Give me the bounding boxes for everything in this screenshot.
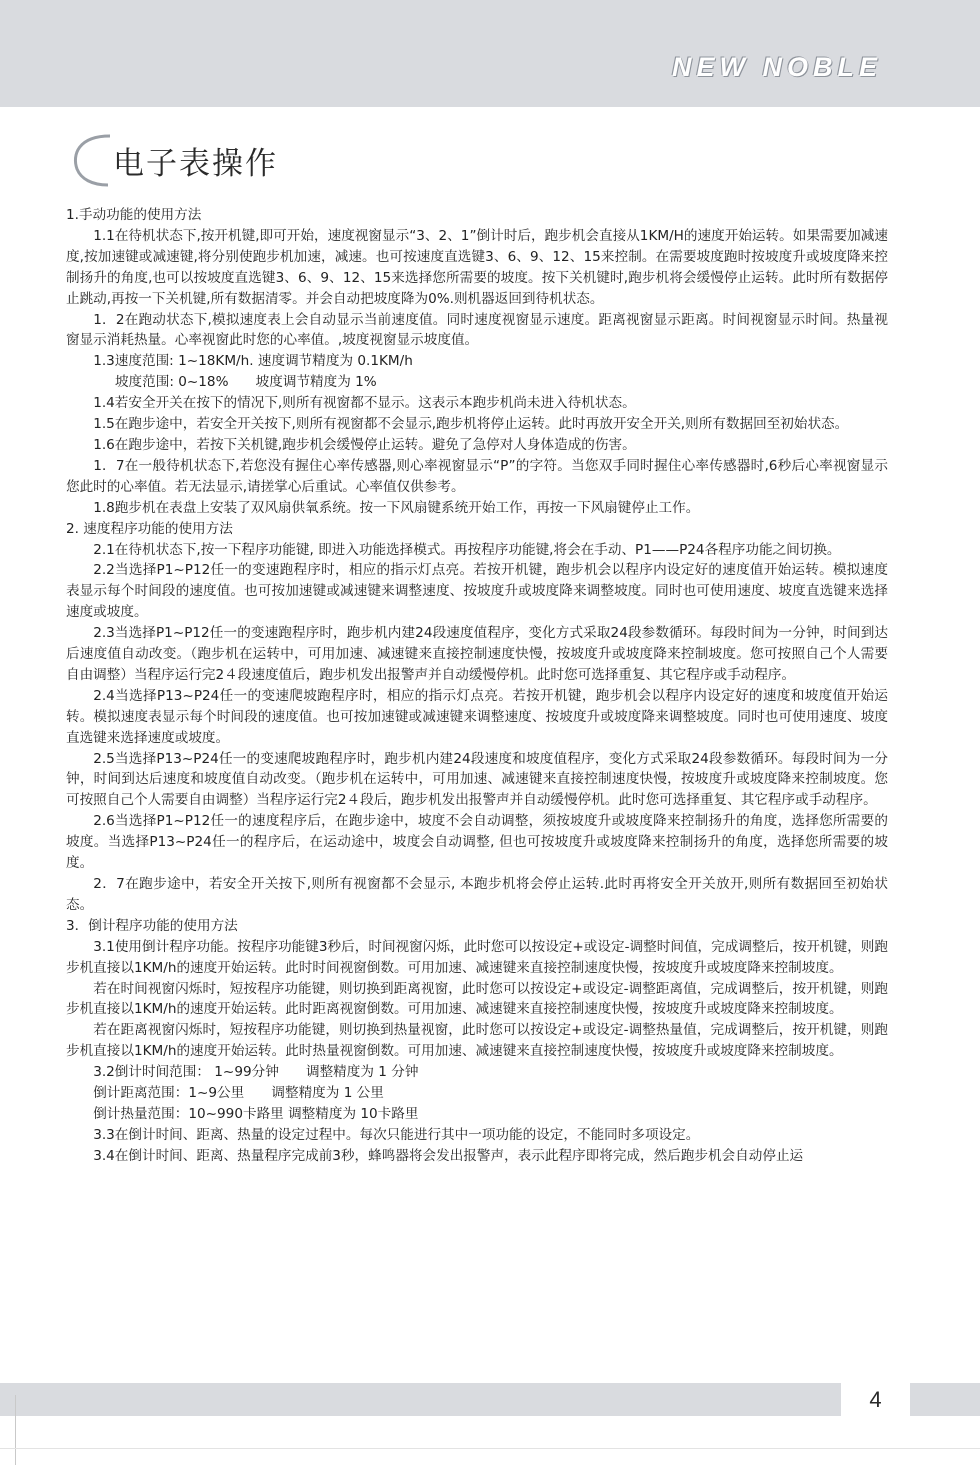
paragraph: 2．7在跑步途中，若安全开关按下,则所有视窗都不会显示, 本跑步机将会停止运转.此时再将安全开关放开,则所有数据回至初始状态。 xyxy=(66,876,888,913)
section-heading: 1.手动功能的使用方法 xyxy=(66,207,202,223)
section-heading: 3．倒计程序功能的使用方法 xyxy=(66,917,238,934)
paragraph: 倒计热量范围：10~990卡路里 调整精度为 10卡路里 xyxy=(93,1105,419,1122)
paragraph: 1.6在跑步途中，若按下关机键,跑步机会缓慢停止运转。避免了急停对人身体造成的伤害。 xyxy=(93,436,636,453)
page-title: 电子表操作 xyxy=(113,146,278,182)
section-heading: 2. 速度程序功能的使用方法 xyxy=(66,520,233,537)
paragraph: 若在时间视窗闪烁时，短按程序功能键，则切换到距离视窗，此时您可以按设定+或设定-调整距离值，完成调整后，按开机键，则跑步机直接以1KM/h的速度开始运转。此时距离视窗倒数。可用加速、减速键来直接控制速度快慢，按坡度升或坡度降来控制坡度。 xyxy=(66,980,888,1018)
paragraph: 2.6当选择P1~P12任一的速度程序后，在跑步途中，坡度不会自动调整，须按坡度升或坡度降来控制扬升的角度，选择您所需要的坡度。当选择P13~P24任一的程序后，在运动途中，坡度会自动调整, 但也可按坡度升或坡度降来控制扬升的角度，选择您所需要的坡度。 xyxy=(66,813,888,872)
paragraph: 若在距离视窗闪烁时，短按程序功能键，则切换到热量视窗，此时您可以按设定+或设定-调整热量值，完成调整后，按开机键，则跑步机直接以1KM/h的速度开始运转。此时热量视窗倒数。可用加速、减速键来直接控制速度快慢，按坡度升或坡度降来控制坡度。 xyxy=(66,1022,888,1060)
paragraph: 2.1在待机状态下,按一下程序功能键, 即进入功能选择模式。再按程序功能键,将会在手动、P1——P24各程序功能之间切换。 xyxy=(93,541,841,558)
paragraph: 1．7在一般待机状态下,若您没有握住心率传感器,则心率视窗显示“P”的字符。当您双手同时握住心率传感器时,6秒后心率视窗显示您此时的心率值。若无法显示,请搓掌心后重试。心率值仅供参考。 xyxy=(66,457,888,495)
paragraph: 1.1在待机状态下,按开机键,即可开始，速度视窗显示“3、2、1”倒计时后，跑步机会直接从1KM/H的速度开始运转。如果需要加减速度,按加速键或减速键,将分别使跑步机加速，减速。也可按速度直选键3、6、9、12、15来控制。在需要坡度跑时按坡度升或坡度降来控制扬升的角度,也可以按坡度直选键3、6、9、12、15来选择您所需要的坡度。按下关机键时,跑步机将会缓慢停止运转。此时所有数据停止跳动,再按一下关机键,所有数据清零。并会自动把坡度降为0%.则机器返回到待机状态。 xyxy=(66,227,888,307)
paragraph: 1.5在跑步途中，若安全开关按下,则所有视窗都不会显示,跑步机将停止运转。此时再放开安全开关,则所有数据回至初始状态。 xyxy=(93,416,849,433)
manual-content xyxy=(66,205,888,1167)
paragraph: 3.1使用倒计程序功能。按程序功能键3秒后，时间视窗闪烁，此时您可以按设定+或设定-调整时间值，完成调整后，按开机键，则跑步机直接以1KM/h的速度开始运转。此时时间视窗倒数。可用加速、减速键来直接控制速度快慢，按坡度升或坡度降来控制坡度。 xyxy=(66,938,888,976)
paragraph: 3.4在倒计时间、距离、热量程序完成前3秒，蜂鸣器将会发出报警声，表示此程序即将完成，然后跑步机会自动停止运 xyxy=(93,1147,804,1164)
paragraph: 3.3在倒计时间、距离、热量的设定过程中。每次只能进行其中一项功能的设定，不能同时多项设定。 xyxy=(93,1126,700,1143)
paragraph: 1.8跑步机在表盘上安装了双风扇供氧系统。按一下风扇键系统开始工作，再按一下风扇键停止工作。 xyxy=(93,499,700,516)
paragraph: 2.2当选择P1~P12任一的变速跑程序时，相应的指示灯点亮。若按开机键，跑步机会以程序内设定好的速度值开始运转。模拟速度表显示每个时间段的速度值。也可按加速键或减速键来调整速度、按坡度升或坡度降来调整坡度。同时也可使用速度、坡度直选键来选择速度或坡度。 xyxy=(66,562,888,621)
bottom-rule xyxy=(0,1448,980,1449)
paragraph: 2.3当选择P1~P12任一的变速跑程序时，跑步机内建24段速度值程序，变化方式采取24段参数循环。每段时间为一分钟，时间到达后速度值自动改变。（跑步机在运转中，可用加速、减速键来直接控制速度快慢，按坡度升或坡度降来控制坡度。您可按照自己个人需要自由调整）当程序运行完2４段速度值后，跑步机发出报警声并自动缓慢停机。此时您可选择重复、其它程序或手动程序。 xyxy=(66,625,888,683)
brand-logo: NEW NOBLE xyxy=(672,52,882,82)
paragraph: 2.5当选择P13~P24任一的变速爬坡跑程序时，跑步机内建24段速度和坡度值程序，变化方式采取24段参数循环。每段时间为一分钟，时间到达后速度和坡度值自动改变。（跑步机在运转中，可用加速、减速键来直接控制速度快慢，按坡度升或坡度降来控制坡度。您可按照自己个人需要自由调整）当程序运行完2４段后，跑步机发出报警声并自动缓慢停机。此时您可选择重复、其它程序或手动程序。 xyxy=(66,750,888,809)
paragraph: 坡度范围: 0~18% 坡度调节精度为 1% xyxy=(114,374,377,391)
paragraph: 倒计距离范围：1~9公里 调整精度为 1 公里 xyxy=(93,1085,384,1102)
paragraph: 1.4若安全开关在按下的情况下,则所有视窗都不显示。这表示本跑步机尚未进入待机状态。 xyxy=(93,395,636,412)
paragraph: 2.4当选择P13~P24任一的变速爬坡跑程序时，相应的指示灯点亮。若按开机键，跑步机会以程序内设定好的速度和坡度值开始运转。模拟速度表显示每个时间段的速度值。也可按加速键或减速键来调整速度、按坡度升或坡度降来调整坡度。同时也可使用速度、坡度直选键来选择速度或坡度。 xyxy=(66,687,888,746)
page-number: 4 xyxy=(841,1383,910,1416)
footer-band xyxy=(0,1383,980,1416)
left-rule xyxy=(15,1395,16,1465)
paragraph: 1．2在跑动状态下,模拟速度表上会自动显示当前速度值。同时速度视窗显示速度。距离视窗显示距离。时间视窗显示时间。热量视窗显示消耗热量。心率视窗此时您的心率值。,坡度视窗显示坡度值。 xyxy=(66,311,888,349)
paragraph: 1.3速度范围: 1~18KM/h. 速度调节精度为 0.1KM/h xyxy=(93,353,413,370)
paragraph: 3.2倒计时间范围： 1~99分钟 调整精度为 1 分钟 xyxy=(93,1064,419,1081)
title-arc-decoration xyxy=(70,133,114,187)
